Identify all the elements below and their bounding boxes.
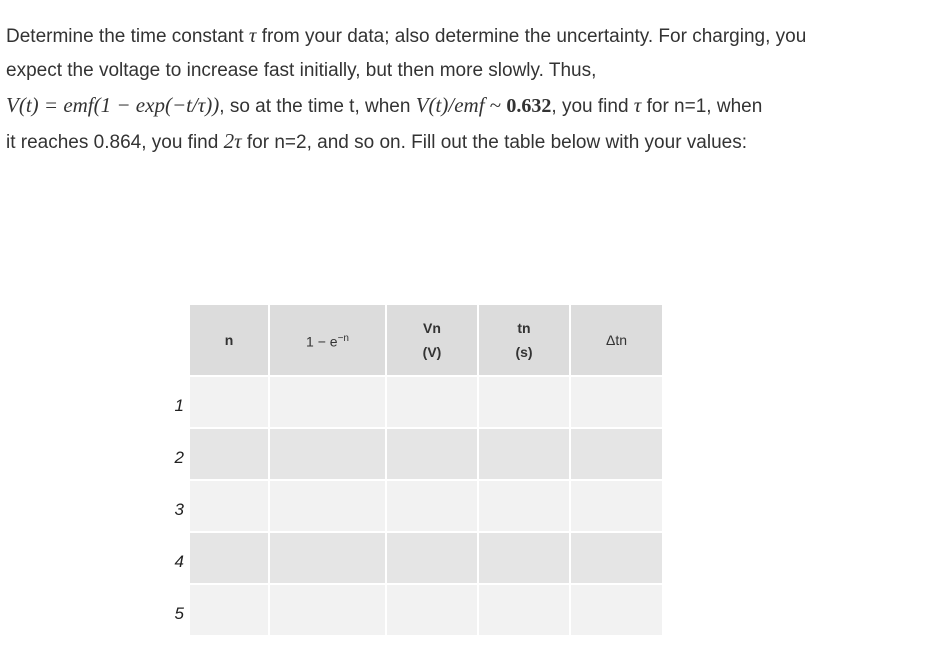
header-tn bbox=[478, 305, 570, 376]
table-cell[interactable] bbox=[478, 584, 570, 636]
table-cell[interactable] bbox=[269, 480, 386, 532]
table-cell[interactable] bbox=[190, 584, 269, 636]
instructions-line-3 bbox=[6, 88, 936, 124]
table-cell[interactable] bbox=[386, 584, 478, 636]
table-cell[interactable] bbox=[478, 428, 570, 480]
table-cell[interactable] bbox=[570, 376, 663, 428]
table-cell[interactable] bbox=[386, 532, 478, 584]
text-segment: , you find bbox=[551, 96, 634, 117]
row-number: 2 bbox=[174, 448, 184, 467]
table-cell[interactable] bbox=[570, 584, 663, 636]
header-expr-base: 1 − e bbox=[306, 333, 338, 350]
table-row bbox=[190, 480, 663, 532]
header-vn-unit: (V) bbox=[422, 344, 442, 360]
table-cell[interactable] bbox=[269, 428, 386, 480]
table-cell[interactable] bbox=[478, 376, 570, 428]
tilde-symbol: ~ bbox=[484, 93, 507, 117]
table-cell[interactable] bbox=[386, 480, 478, 532]
charging-formula: V(t) = emf(1 − exp(−t/τ)) bbox=[6, 93, 220, 117]
header-tn-label: tn bbox=[517, 320, 531, 336]
table-cell[interactable] bbox=[478, 532, 570, 584]
table-cell[interactable] bbox=[190, 480, 269, 532]
table-cell[interactable] bbox=[570, 480, 663, 532]
table-cell[interactable] bbox=[269, 532, 386, 584]
header-tn-unit: (s) bbox=[515, 344, 533, 360]
table-cell[interactable] bbox=[570, 428, 663, 480]
row-number: 3 bbox=[174, 500, 184, 519]
table-cell[interactable] bbox=[386, 376, 478, 428]
text-segment: from your data; also determine the uncertainty. For charging, you bbox=[256, 26, 807, 47]
instructions-line-2 bbox=[6, 54, 936, 88]
table-header-row bbox=[190, 305, 663, 376]
header-n: n bbox=[190, 305, 269, 376]
table-row bbox=[190, 532, 663, 584]
text-segment: expect the voltage to increase fast initially, but then more slowly. Thus, bbox=[6, 60, 597, 81]
text-segment: for n=2, and so on. Fill out the table below with your values: bbox=[241, 132, 747, 153]
row-number: 1 bbox=[174, 396, 184, 415]
text-segment: , so at the time t, when bbox=[219, 96, 416, 117]
table-cell[interactable] bbox=[190, 428, 269, 480]
instructions-line-4 bbox=[6, 124, 936, 160]
row-number-column bbox=[150, 376, 190, 636]
table-row bbox=[190, 376, 663, 428]
text-segment: Determine the time constant bbox=[6, 26, 249, 47]
instructions-line-1 bbox=[6, 18, 936, 54]
tau-symbol: τ bbox=[248, 23, 257, 47]
table-row bbox=[190, 428, 663, 480]
table-cell[interactable] bbox=[190, 376, 269, 428]
row-number: 4 bbox=[174, 552, 184, 571]
tau-symbol: τ bbox=[633, 93, 642, 117]
table-row bbox=[190, 584, 663, 636]
text-segment: it reaches 0.864, you find bbox=[6, 132, 224, 153]
table-cell[interactable] bbox=[570, 532, 663, 584]
table-cell[interactable] bbox=[478, 480, 570, 532]
table-cell[interactable] bbox=[190, 532, 269, 584]
table-cell[interactable] bbox=[269, 584, 386, 636]
values-table bbox=[190, 305, 664, 637]
instructions-paragraph bbox=[6, 18, 936, 160]
table-cell[interactable] bbox=[386, 428, 478, 480]
voltage-ratio-formula: V(t)/emf bbox=[415, 93, 485, 117]
header-vn bbox=[386, 305, 478, 376]
table-cell[interactable] bbox=[269, 376, 386, 428]
text-segment: for n=1, when bbox=[641, 96, 763, 117]
header-vn-label: Vn bbox=[423, 320, 441, 336]
header-one-minus-exp bbox=[269, 305, 386, 376]
row-number: 5 bbox=[174, 604, 184, 623]
header-expr-exponent: −n bbox=[337, 332, 349, 344]
header-delta-tn: Δtn bbox=[570, 305, 663, 376]
two-tau-symbol: 2τ bbox=[223, 129, 242, 153]
ratio-value: 0.632 bbox=[506, 95, 552, 117]
